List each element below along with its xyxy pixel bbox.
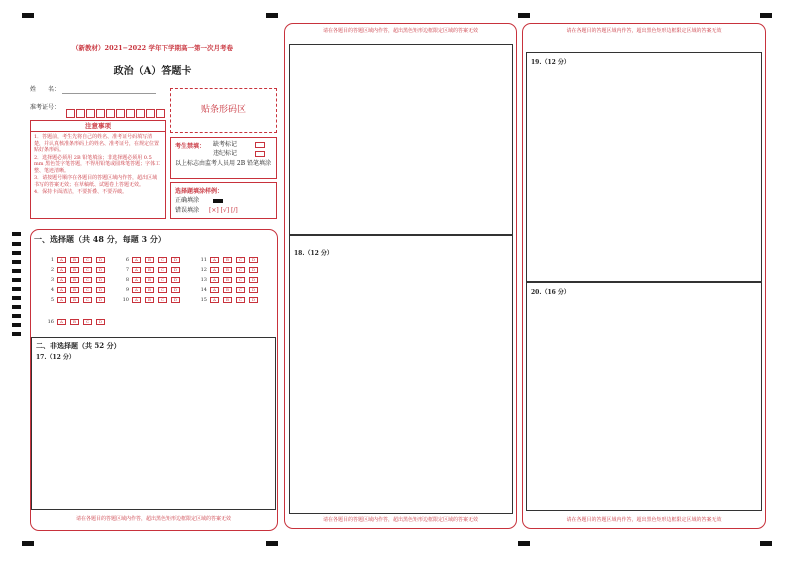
option-bubble-b[interactable]: B (70, 277, 79, 283)
name-field[interactable] (62, 93, 156, 94)
exam-title: （新教材）2021−2022 学年下学期高一第一次月考卷 (72, 44, 233, 52)
q19-answer-box[interactable] (526, 52, 762, 282)
question-number: 11 (200, 257, 207, 263)
option-bubble-a[interactable]: A (57, 257, 66, 263)
name-label: 姓 名： (30, 86, 61, 93)
option-bubble-b[interactable]: B (70, 267, 79, 273)
option-bubble-b[interactable]: B (145, 297, 154, 303)
question-row (45, 286, 109, 294)
section2-title: 二、非选择题（共 52 分） (36, 341, 121, 350)
question-row (198, 286, 262, 294)
timing-mark (12, 287, 21, 291)
timing-mark (12, 314, 21, 318)
timing-mark (12, 323, 21, 327)
option-bubble-d[interactable]: D (96, 297, 105, 303)
timing-mark (12, 251, 21, 255)
option-bubble-b[interactable]: B (70, 287, 79, 293)
option-bubble-c[interactable]: C (158, 257, 167, 263)
option-bubble-c[interactable]: C (236, 287, 245, 293)
q19-label: 19.（12 分） (531, 59, 570, 66)
option-bubble-d[interactable]: D (96, 277, 105, 283)
option-bubble-c[interactable]: C (83, 257, 92, 263)
candidate-status-note: 以上标志由监考人员用 2B 铅笔填涂 (175, 160, 272, 167)
timing-mark (760, 541, 772, 546)
option-bubble-c[interactable]: C (83, 277, 92, 283)
q16-continued-answer-box[interactable] (289, 44, 513, 235)
question-row (120, 286, 184, 294)
violation-checkbox[interactable] (255, 151, 265, 157)
notice-box (30, 120, 166, 219)
option-bubble-a[interactable]: A (132, 257, 141, 263)
option-bubble-d[interactable]: D (249, 267, 258, 273)
option-bubble-c[interactable]: C (83, 287, 92, 293)
candidate-status-heading: 考生禁填： (175, 143, 206, 150)
warning-text: 请在各题目的答题区域内作答，超出黑色矩形边框限定区域的答案无效 (322, 517, 478, 523)
option-bubble-b[interactable]: B (223, 277, 232, 283)
timing-mark (12, 296, 21, 300)
option-bubble-c[interactable]: C (236, 277, 245, 283)
question-row (120, 266, 184, 274)
question-number: 4 (50, 287, 54, 293)
question-number: 15 (200, 297, 207, 303)
section1-title: 一、选择题（共 48 分，每题 3 分） (34, 234, 166, 244)
fill-example-heading: 选择题填涂样例： (175, 188, 224, 195)
option-bubble-d[interactable]: D (249, 257, 258, 263)
timing-mark (22, 541, 34, 546)
option-bubble-c[interactable]: C (158, 267, 167, 273)
timing-mark (12, 269, 21, 273)
timing-mark (518, 541, 530, 546)
question-number: 6 (125, 257, 129, 263)
question-number: 13 (200, 277, 207, 283)
q17-answer-box[interactable] (31, 337, 276, 510)
question-number: 12 (200, 267, 207, 273)
option-bubble-c[interactable]: C (158, 297, 167, 303)
option-bubble-d[interactable]: D (249, 277, 258, 283)
option-bubble-d[interactable]: D (171, 297, 180, 303)
wrong-fill-samples: [×] [√] [/] (209, 207, 238, 214)
warning-text: 请在各题目的答题区域内作答，超出黑色矩形边框限定区域的答案无效 (566, 28, 722, 34)
option-bubble-b[interactable]: B (223, 297, 232, 303)
notice-item: 4．保持卡面清洁，不要折叠、不要弄破。 (34, 189, 128, 195)
barcode-area (170, 88, 277, 133)
timing-mark (12, 305, 21, 309)
option-bubble-c[interactable]: C (158, 287, 167, 293)
warning-text: 请在各题目的答题区域内作答，超出黑色矩形边框限定区域的答案无效 (75, 516, 231, 522)
option-bubble-c[interactable]: C (158, 277, 167, 283)
option-bubble-b[interactable]: B (223, 287, 232, 293)
warning-text: 请在各题目的答题区域内作答，超出黑色矩形边框限定区域的答案无效 (322, 28, 478, 34)
question-row (198, 276, 262, 284)
option-bubble-a[interactable]: A (132, 267, 141, 273)
option-bubble-c[interactable]: C (236, 267, 245, 273)
option-bubble-b[interactable]: B (70, 257, 79, 263)
wrong-fill-label: 错误填涂 (175, 207, 200, 214)
option-bubble-a[interactable]: A (210, 277, 219, 283)
question-number: 16 (47, 319, 54, 325)
question-row (198, 266, 262, 274)
option-bubble-d[interactable]: D (96, 257, 105, 263)
option-bubble-d[interactable]: D (96, 267, 105, 273)
option-bubble-d[interactable]: D (96, 319, 105, 325)
q18-answer-box[interactable] (289, 235, 513, 514)
option-bubble-c[interactable]: C (236, 257, 245, 263)
absent-checkbox[interactable] (255, 142, 265, 148)
option-bubble-b[interactable]: B (223, 257, 232, 263)
timing-mark (12, 242, 21, 246)
q20-label: 20.（16 分） (531, 289, 570, 296)
option-bubble-a[interactable]: A (57, 267, 66, 273)
option-bubble-c[interactable]: C (83, 267, 92, 273)
question-number: 10 (122, 297, 129, 303)
question-number: 3 (50, 277, 54, 283)
q18-label: 18.（12 分） (294, 250, 333, 257)
option-bubble-a[interactable]: A (210, 297, 219, 303)
question-row (120, 256, 184, 264)
option-bubble-b[interactable]: B (70, 319, 79, 325)
question-row (120, 276, 184, 284)
option-bubble-a[interactable]: A (210, 287, 219, 293)
absent-label: 缺考标记 (213, 141, 238, 148)
option-bubble-b[interactable]: B (145, 257, 154, 263)
option-bubble-b[interactable]: B (70, 297, 79, 303)
option-bubble-a[interactable]: A (57, 277, 66, 283)
timing-mark (12, 232, 21, 236)
candidate-status-box (170, 137, 277, 179)
option-bubble-c[interactable]: C (83, 319, 92, 325)
option-bubble-d[interactable]: D (171, 277, 180, 283)
option-bubble-d[interactable]: D (96, 287, 105, 293)
notice-item: 2．选择题必须用 2B 铅笔填涂；非选择题必须用 0.5 mm 黑色签字笔答题，不得用铅笔或圆珠笔答题；字体工整、笔迹清晰。 (34, 154, 161, 174)
question-number: 14 (200, 287, 207, 293)
question-row (120, 296, 184, 304)
exam-id-label: 准考证号： (30, 104, 61, 111)
question-row (45, 256, 109, 264)
question-row (45, 318, 109, 326)
question-number: 8 (125, 277, 129, 283)
question-number: 7 (125, 267, 129, 273)
question-number: 1 (50, 257, 54, 263)
option-bubble-a[interactable]: A (57, 319, 66, 325)
option-bubble-d[interactable]: D (171, 287, 180, 293)
q17-label: 17.（12 分） (36, 354, 75, 361)
timing-mark (12, 332, 21, 336)
option-bubble-d[interactable]: D (171, 257, 180, 263)
question-row (45, 266, 109, 274)
question-number: 9 (125, 287, 129, 293)
question-row (198, 256, 262, 264)
fill-example-box (170, 182, 277, 219)
option-bubble-b[interactable]: B (145, 277, 154, 283)
option-bubble-d[interactable]: D (249, 287, 258, 293)
correct-fill-label: 正确填涂 (175, 197, 200, 204)
timing-mark (22, 13, 34, 18)
timing-mark (760, 13, 772, 18)
option-bubble-a[interactable]: A (210, 257, 219, 263)
option-bubble-b[interactable]: B (223, 267, 232, 273)
option-bubble-a[interactable]: A (57, 297, 66, 303)
card-title: 政治（A）答题卡 (113, 66, 192, 77)
timing-mark (266, 13, 278, 18)
timing-mark (12, 278, 21, 282)
correct-fill-sample (213, 199, 223, 203)
question-row (45, 296, 109, 304)
option-bubble-d[interactable]: D (171, 267, 180, 273)
timing-mark (266, 541, 278, 546)
option-bubble-c[interactable]: C (83, 297, 92, 303)
option-bubble-b[interactable]: B (145, 267, 154, 273)
timing-mark (518, 13, 530, 18)
q20-answer-box[interactable] (526, 282, 762, 511)
option-bubble-a[interactable]: A (132, 297, 141, 303)
violation-label: 违纪标记 (213, 150, 238, 157)
timing-mark (12, 260, 21, 264)
notice-item: 3．请按题号顺序在各题目的答题区域内作答，超出区域书写的答案无效；在草稿纸、试题卷上答题无效。 (34, 175, 158, 188)
warning-text: 请在各题目的答题区域内作答，超出黑色矩形边框限定区域的答案无效 (566, 517, 722, 523)
option-bubble-a[interactable]: A (210, 267, 219, 273)
notice-heading: 注意事项 (31, 121, 165, 132)
barcode-area-label: 贴条形码区 (200, 105, 246, 115)
option-bubble-a[interactable]: A (57, 287, 66, 293)
question-number: 2 (50, 267, 54, 273)
option-bubble-b[interactable]: B (145, 287, 154, 293)
notice-item: 1．答题前，考生先将自己的姓名、准考证号码填写清楚，并认真核准条形码上的姓名、准考证号，在规定位置贴好条形码。 (34, 134, 160, 153)
option-bubble-c[interactable]: C (236, 297, 245, 303)
option-bubble-a[interactable]: A (132, 287, 141, 293)
question-number: 5 (50, 297, 54, 303)
option-bubble-a[interactable]: A (132, 277, 141, 283)
question-row (45, 276, 109, 284)
question-row (198, 296, 262, 304)
option-bubble-d[interactable]: D (249, 297, 258, 303)
